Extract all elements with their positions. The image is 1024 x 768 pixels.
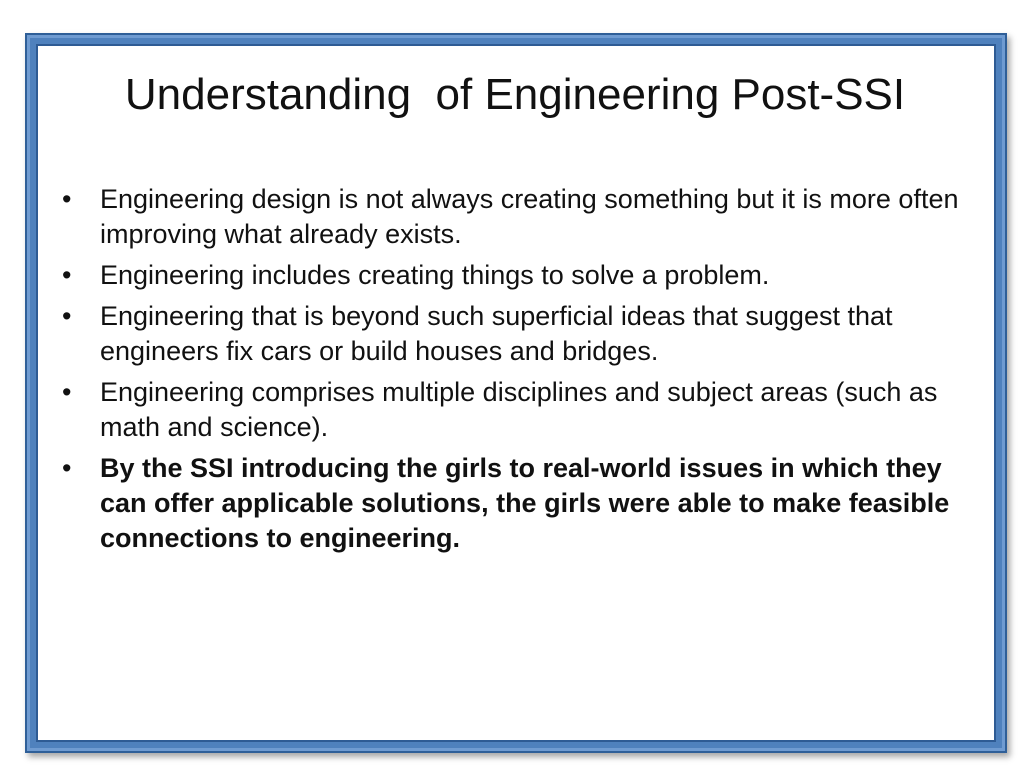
bullet-text: Engineering includes creating things to solve a problem. — [100, 260, 770, 290]
bullet-item-emphasis — [60, 451, 960, 556]
bullet-text: Engineering that is beyond such superficial ideas that suggest that engineers fix cars or build houses and bridges. — [100, 301, 893, 366]
bullet-item — [60, 258, 960, 293]
bullet-dot-icon: • — [62, 301, 72, 331]
bullet-dot-icon: • — [62, 453, 72, 483]
bullet-list — [60, 182, 960, 562]
slide-content — [40, 45, 990, 735]
bullet-text: By the SSI introducing the girls to real-world issues in which they can offer applicable solutions, the girls were able to make feasible connections to engineering. — [100, 453, 950, 553]
bullet-item — [60, 375, 960, 445]
bullet-text: Engineering comprises multiple disciplines and subject areas (such as math and science). — [100, 377, 938, 442]
bullet-text: Engineering design is not always creating something but it is more often improving what already exists. — [100, 184, 959, 249]
bullet-dot-icon: • — [62, 260, 72, 290]
bullet-item — [60, 299, 960, 369]
bullet-dot-icon: • — [62, 377, 72, 407]
bullet-dot-icon: • — [62, 184, 72, 214]
bullet-item — [60, 182, 960, 252]
slide-title: Understanding of Engineering Post-SSI — [124, 70, 906, 119]
